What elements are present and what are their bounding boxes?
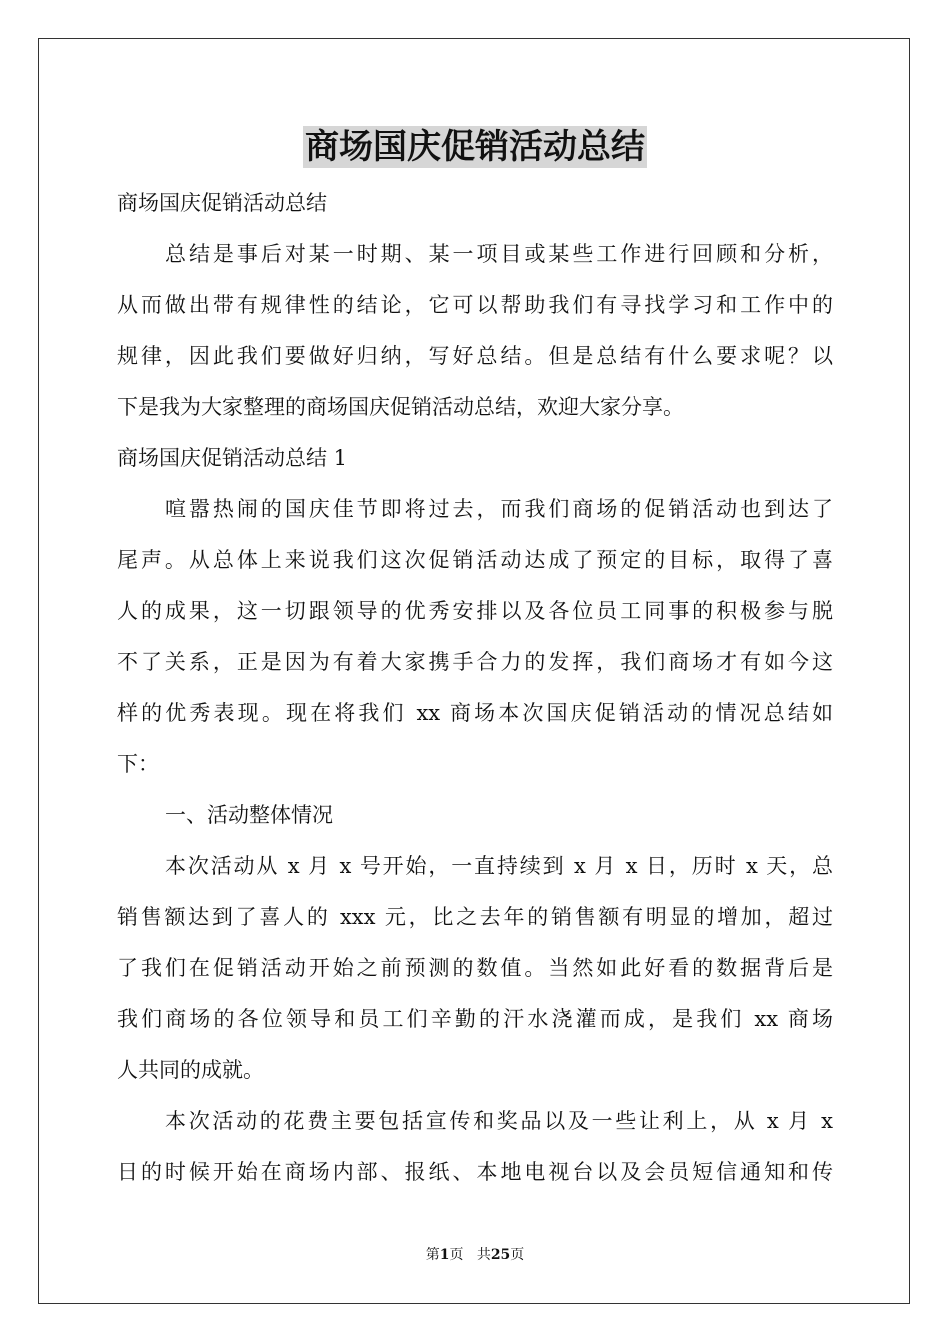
page-suffix: 页	[449, 1247, 464, 1263]
total-prefix: 共	[476, 1247, 491, 1263]
text-line: 人共同的成就。	[117, 1058, 264, 1082]
text-line: 下是我为大家整理的商场国庆促销活动总结，欢迎大家分享。	[117, 395, 684, 419]
text-line: 一、活动整体情况	[165, 803, 333, 827]
text-line: 商场国庆促销活动总结 1	[117, 446, 348, 470]
text-line: 销售额达到了喜人的 xxx 元，比之去年的销售额有明显的增加，超过	[117, 905, 833, 929]
text-line: 尾声。从总体上来说我们这次促销活动达成了预定的目标，取得了喜	[117, 548, 833, 572]
total-suffix: 页	[510, 1247, 525, 1263]
page-number: 1	[439, 1247, 450, 1263]
text-line: 日的时候开始在商场内部、报纸、本地电视台以及会员短信通知和传	[117, 1160, 833, 1184]
text-line: 从而做出带有规律性的结论，它可以帮助我们有寻找学习和工作中的	[117, 293, 833, 317]
text-line: 下：	[117, 752, 159, 776]
text-line: 样的优秀表现。现在将我们 xx 商场本次国庆促销活动的情况总结如	[117, 701, 833, 725]
text-line: 规律，因此我们要做好归纳，写好总结。但是总结有什么要求呢？以	[117, 344, 833, 368]
text-line: 商场国庆促销活动总结	[117, 191, 327, 215]
text-line: 我们商场的各位领导和员工们辛勤的汗水浇灌而成，是我们 xx 商场	[117, 1007, 833, 1031]
text-line: 了我们在促销活动开始之前预测的数值。当然如此好看的数据背后是	[117, 956, 833, 980]
title-container	[0, 126, 950, 168]
page-prefix: 第	[425, 1247, 440, 1263]
document-body	[117, 178, 833, 1198]
page-footer	[0, 1246, 950, 1264]
text-line: 人的成果，这一切跟领导的优秀安排以及各位员工同事的积极参与脱	[117, 599, 833, 623]
text-line: 总结是事后对某一时期、某一项目或某些工作进行回顾和分析，	[165, 242, 833, 266]
text-line: 本次活动从 x 月 x 号开始，一直持续到 x 月 x 日，历时 x 天，总	[165, 854, 833, 878]
text-line: 不了关系，正是因为有着大家携手合力的发挥，我们商场才有如今这	[117, 650, 833, 674]
document-title: 商场国庆促销活动总结	[305, 127, 645, 167]
text-line: 本次活动的花费主要包括宣传和奖品以及一些让利上，从 x 月 x	[165, 1109, 833, 1133]
total-pages: 25	[490, 1247, 511, 1263]
text-line: 喧嚣热闹的国庆佳节即将过去，而我们商场的促销活动也到达了	[165, 497, 833, 521]
